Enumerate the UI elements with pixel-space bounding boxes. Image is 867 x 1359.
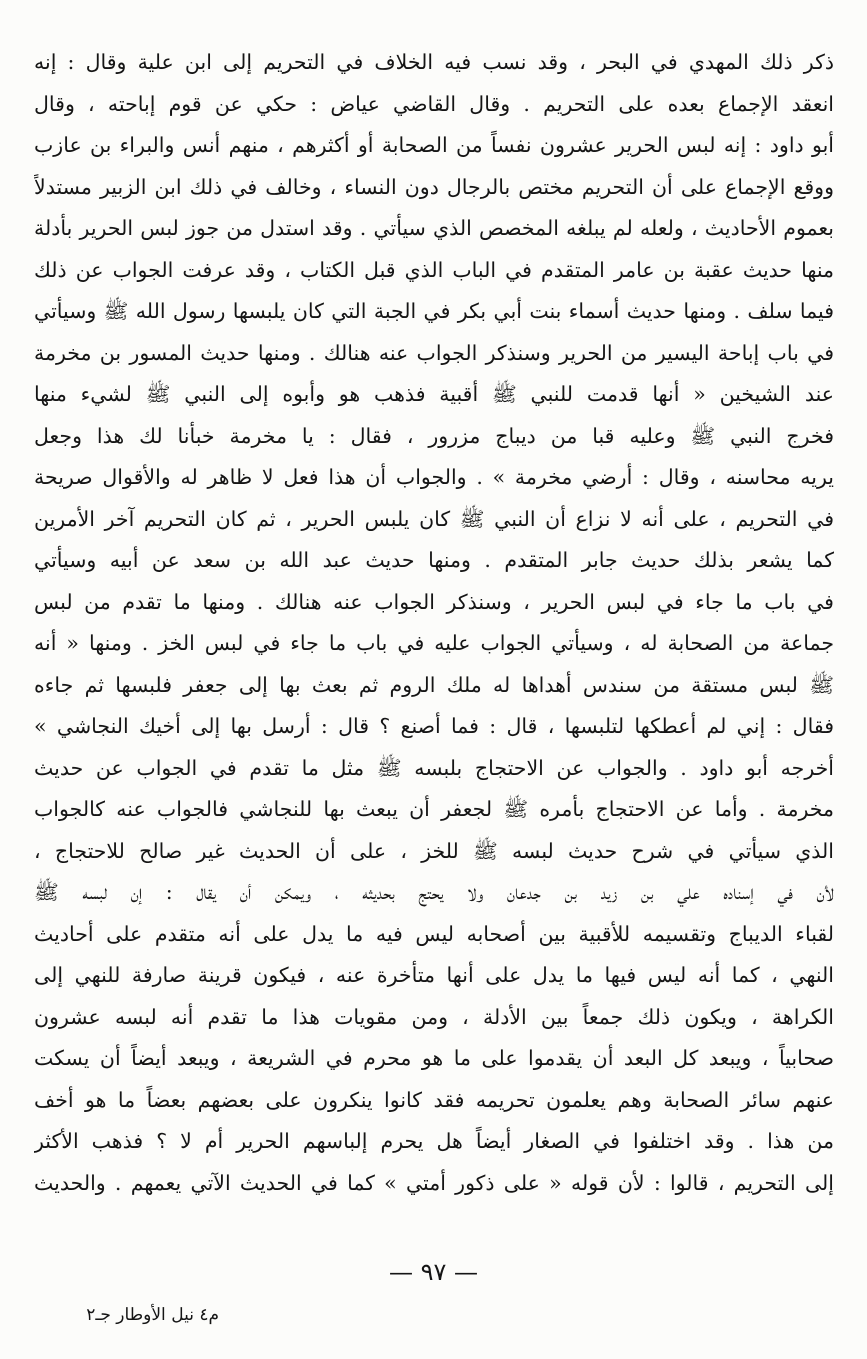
text-line: أخرجه أبو داود . والجواب عن الاحتجاج بلبسه ﷺ مثل ما تقدم في الجواب عن حديث [34,755,834,780]
text-line: فيما سلف . ومنها حديث أسماء بنت أبي بكر في الجبة التي كان يلبسها رسول الله ﷺ وسيأتي [34,299,834,323]
text-line: انعقد الإجماع بعده على التحريم . وقال القاضي عياض : حكي عن قوم إباحته ، وقال [34,91,834,116]
text-line: فخرج النبي ﷺ وعليه قبا من ديباج مزرور ، فقال : يا مخرمة خبأنا لك هذا وجعل [34,423,834,448]
text-line: جماعة من الصحابة له ، وسيأتي الجواب عليه في باب ما جاء في لبس الخز . ومنها « أنه [34,631,834,655]
text-line: مخرمة . وأما عن الاحتجاج بأمره ﷺ لجعفر أن يبعث بها للنجاشي فالجواب عنه كالجواب [34,797,834,821]
text-line: النهي ، كما أنه ليس فيها ما يدل على أنها متأخرة عنه ، فيكون قرينة صارفة للنهي إلى [34,963,834,987]
text-line: إلى التحريم ، قالوا : لأن قوله « على ذكور أمتي » كما في الحديث الآتي يعمهم . والحديث [34,1170,834,1195]
text-line: في باب إباحة اليسير من الحرير وسنذكر الجواب عنه هنالك . ومنها حديث المسور بن مخرمة [34,340,834,365]
text-line: ذكر ذلك المهدي في البحر ، وقد نسب فيه الخلاف في التحريم إلى ابن علية وقال : إنه [34,50,834,74]
text-line: عند الشيخين « أنها قدمت للنبي ﷺ أقبية فذهب هو وأبوه إلى النبي ﷺ لشيء منها [34,382,834,406]
text-line: يريه محاسنه ، وقال : أرضي مخرمة » . والجواب أن هذا فعل لا ظاهر له والأقوال صريحة [34,465,834,489]
page-number: — ٩٧ — [388,1258,479,1286]
text-line: ووقع الإجماع على أن التحريم مختص بالرجال دون النساء ، وخالف في ذلك ابن الزبير مستدلاً [34,174,834,199]
text-line: في التحريم ، على أنه لا نزاع أن النبي ﷺ كان يلبس الحرير ، ثم كان التحريم آخر الأمرين [34,506,834,531]
text-line: منها حديث عقبة بن عامر المتقدم في الباب الذي قبل الكتاب ، وقد عرفت الجواب عن ذلك [34,257,834,282]
text-line: أبو داود : إنه لبس الحرير عشرون نفساً من الصحابة أو أكثرهم ، منهم أنس والبراء بن عازب [34,133,834,157]
text-line: لقباء الديباج وتقسيمه للأقبية بين أصحابه ليس فيه ما يدل على أنه متقدم على أحاديث [34,921,834,946]
text-line: من هذا . وقد اختلفوا في الصغار أيضاً هل يحرم إلباسهم الحرير أم لا ؟ فذهب الأكثر [34,1129,834,1153]
text-line: بعموم الأحاديث ، ولعله لم يبلغه المخصص الذي سيأتي . وقد استدل من جوز لبس الحرير بأدلة [34,216,834,240]
text-line: لأن في إسناده علي بن زيد بن جدعان ولا يحتج بحديثه ، ويمكن أن يقال : إن لبسه ﷺ [34,880,834,904]
text-line: الكراهة ، ويكون ذلك جمعاً بين الأدلة ، ومن مقويات هذا ما تقدم أنه لبسه عشرون [34,1004,834,1029]
text-line: ﷺ لبس مستقة من سندس أهداها له ملك الروم ثم بعث بها إلى جعفر فلبسها ثم جاءه [34,672,834,697]
text-line: الذي سيأتي في شرح حديث لبسه ﷺ للخز ، على أن الحديث غير صالح للاحتجاج ، [34,838,834,863]
footer-signature: م٤ نيل الأوطار جـ٢ [86,1305,219,1325]
text-line: في باب ما جاء في لبس الحرير ، وسنذكر الجواب عنه هنالك . ومنها ما تقدم من لبس [34,589,834,614]
body-text [34,42,834,1204]
text-line: كما يشعر بذلك حديث جابر المتقدم . ومنها حديث عبد الله بن سعد عن أبيه وسيأتي [34,548,834,572]
text-line: عنهم سائر الصحابة وهم يعلمون تحريمه فقد كانوا ينكرون على بعضهم بعضاً ما هو أخف [34,1087,834,1112]
text-line: فقال : إني لم أعطكها لتلبسها ، قال : فما أصنع ؟ قال : أرسل بها إلى أخيك النجاشي » [34,714,834,738]
text-line: صحابياً ، ويبعد كل البعد أن يقدموا على ما هو محرم في الشريعة ، ويبعد أيضاً أن يسكت [34,1046,834,1070]
